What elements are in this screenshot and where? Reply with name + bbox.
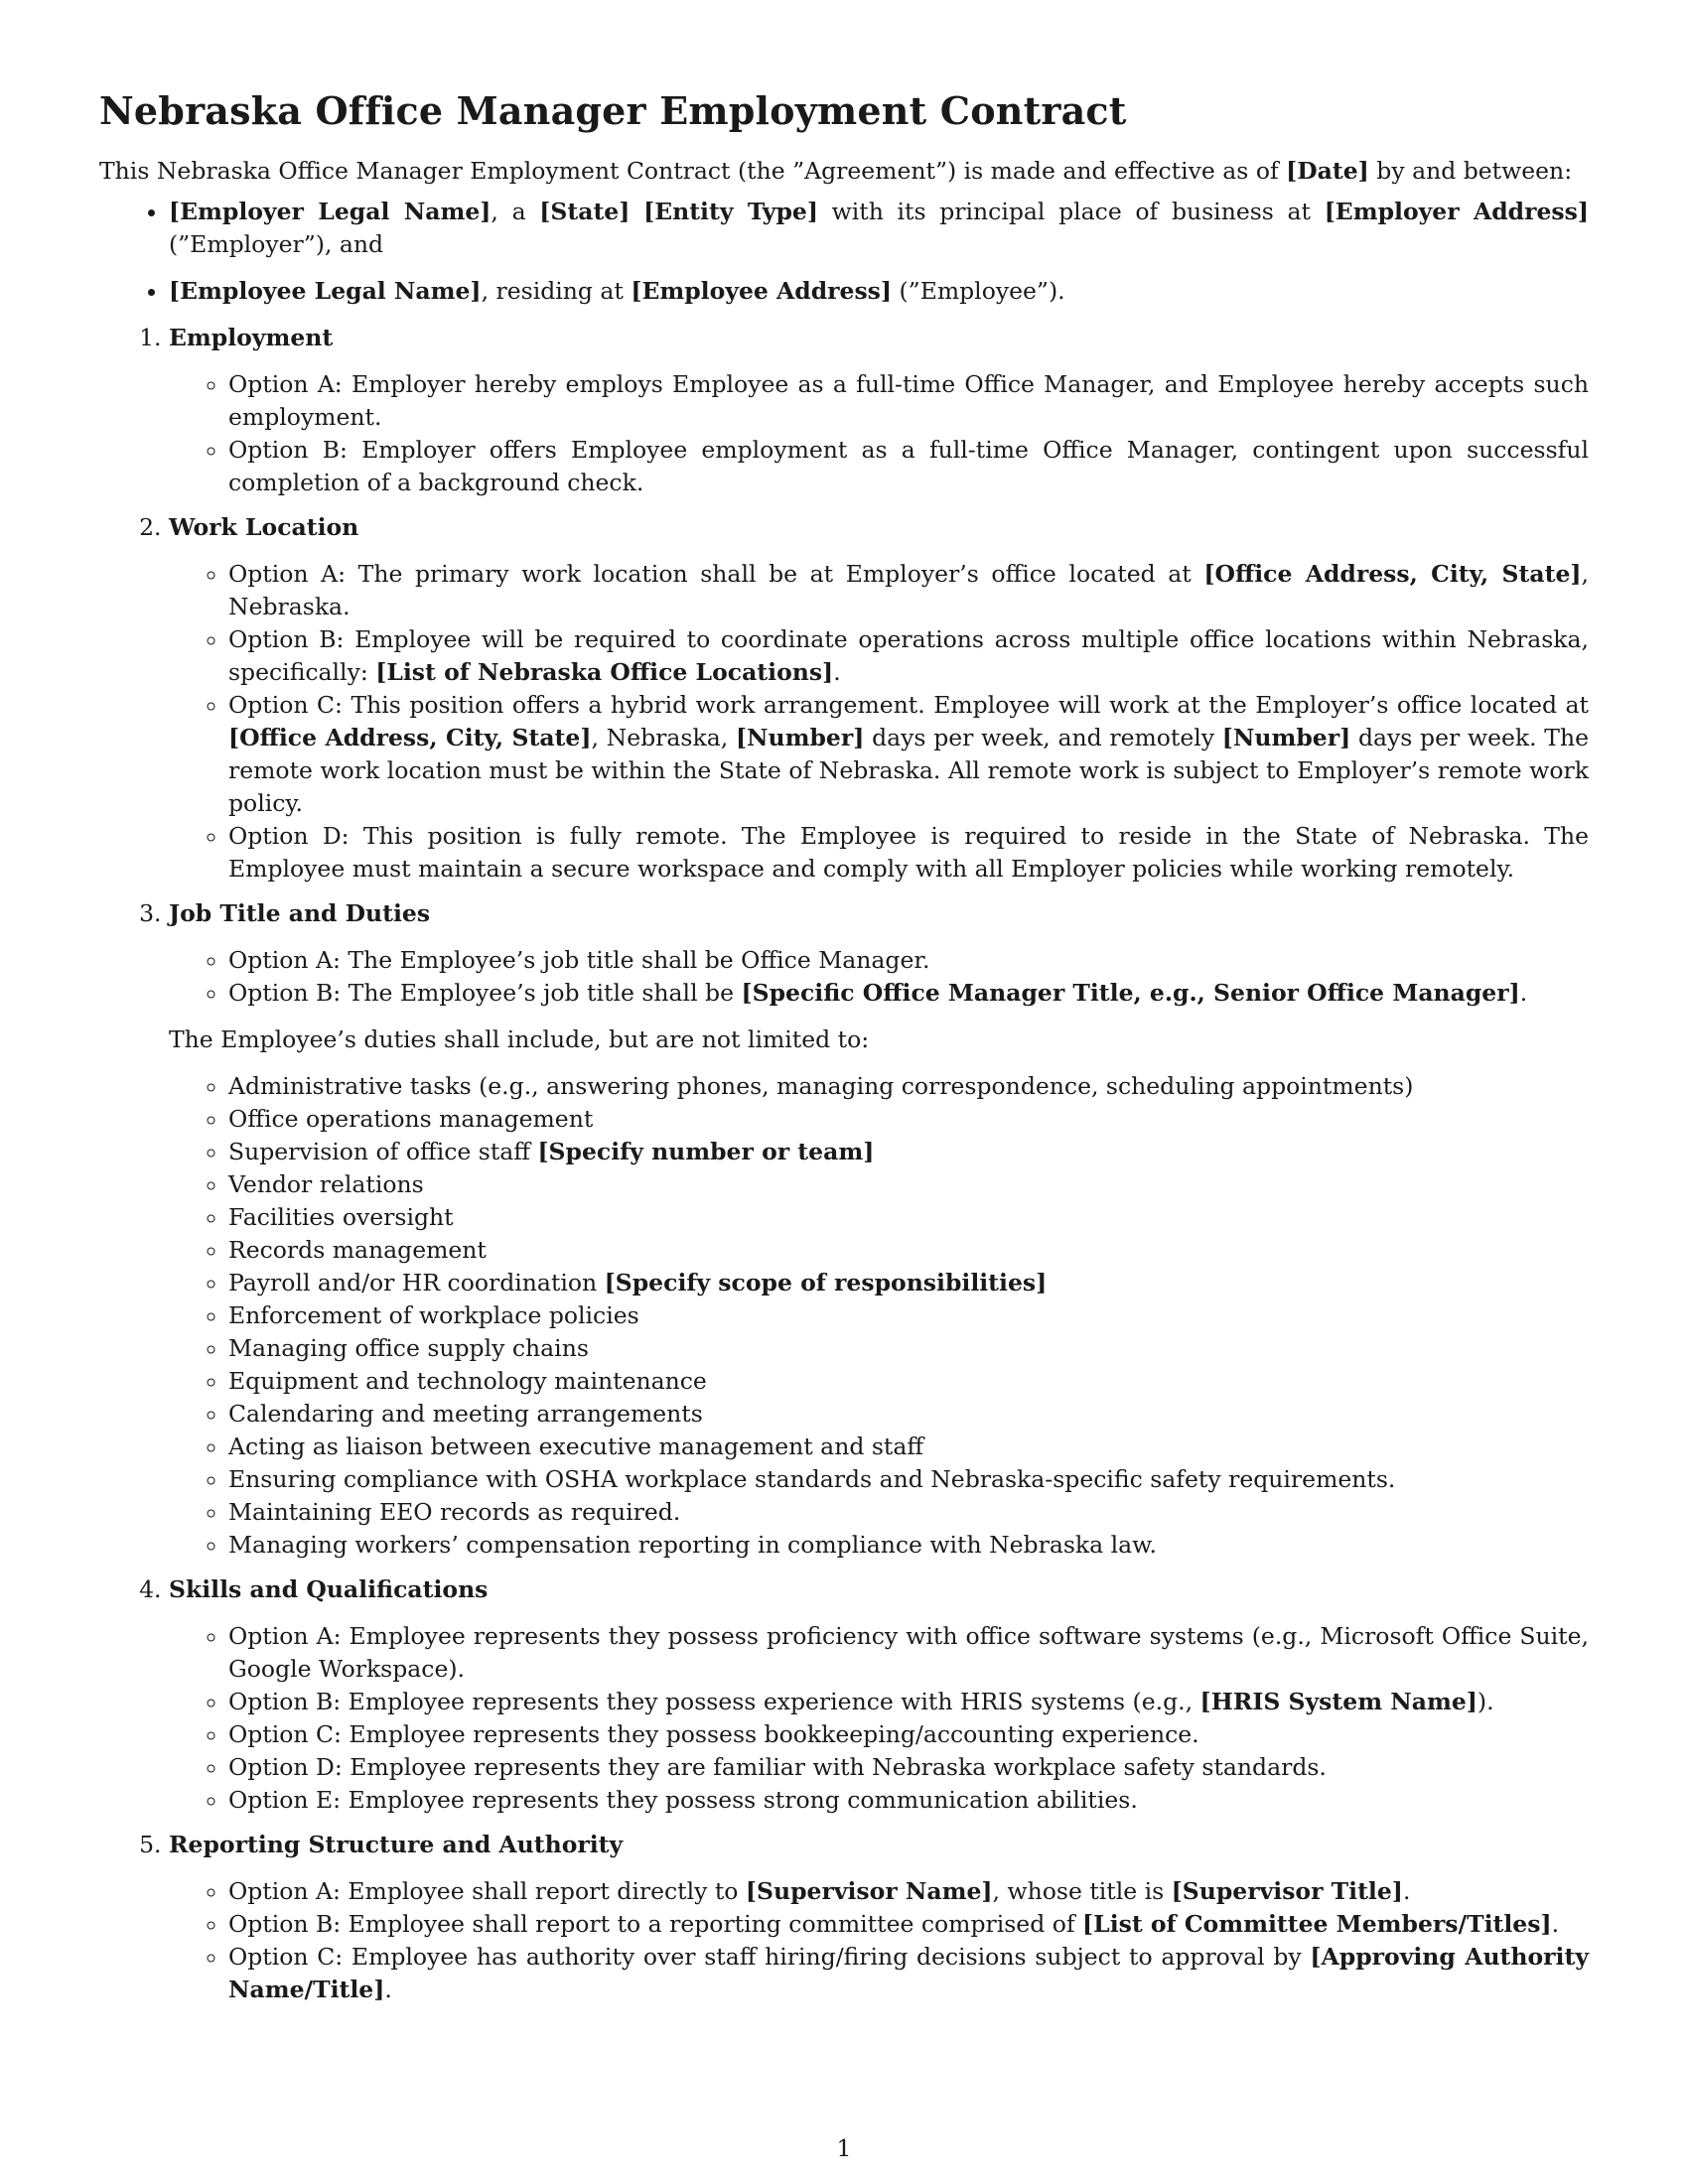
section-item bbox=[169, 1829, 1589, 2006]
placeholder-field: [HRIS System Name] bbox=[1199, 1688, 1477, 1715]
duty-item: ◦ Managing office supply chains bbox=[228, 1332, 1589, 1365]
duty-item: ◦ Facilities oversight bbox=[228, 1201, 1589, 1234]
section-title: 2. Work Location bbox=[169, 513, 359, 541]
option-item: ◦ Option A: Employer hereby employs Employee as a full-time Office Manager, and Employee hereby accepts such employment. bbox=[228, 368, 1589, 434]
option-item: ◦ Option A: The Employee’s job title shall be Office Manager. bbox=[228, 944, 1589, 977]
duty-item: ◦ Enforcement of workplace policies bbox=[228, 1299, 1589, 1332]
duty-item: ◦ Maintaining EEO records as required. bbox=[228, 1496, 1589, 1529]
option-item: ◦ Option E: Employee represents they possess strong communication abilities. bbox=[228, 1784, 1589, 1817]
option-item: ◦ Option A: The primary work location shall be at Employer’s office located at [Office Address, City, State], Nebraska. bbox=[228, 558, 1589, 623]
placeholder-field: [Supervisor Name] bbox=[745, 1877, 993, 1905]
option-item: ◦ Option B: The Employee’s job title shall be [Specific Office Manager Title, e.g., Senior Office Manager]. bbox=[228, 977, 1589, 1010]
placeholder-field: [Office Address, City, State] bbox=[1203, 560, 1582, 588]
intro-paragraph: This Nebraska Office Manager Employment Contract (the ”Agreement”) is made and effective as of [Date] by and between: bbox=[99, 157, 1573, 185]
duty-item: ◦ Vendor relations bbox=[228, 1168, 1589, 1201]
duty-item: ◦ Ensuring compliance with OSHA workplace standards and Nebraska-specific safety requirements. bbox=[228, 1463, 1589, 1496]
placeholder-field: [Number] bbox=[735, 724, 865, 751]
placeholder-field: [Employer Legal Name] bbox=[169, 198, 492, 225]
option-item-list bbox=[169, 558, 1589, 886]
placeholder-field: [Date] bbox=[1286, 157, 1369, 185]
option-item-list bbox=[169, 1875, 1589, 2006]
placeholder-field: [Office Address, City, State] bbox=[228, 724, 592, 751]
option-item: ◦ Option A: Employee shall report directly to [Supervisor Name], whose title is [Supervisor Title]. bbox=[228, 1875, 1589, 1908]
section-item bbox=[169, 1573, 1589, 1817]
document-title: Nebraska Office Manager Employment Contract bbox=[99, 88, 1127, 133]
duty-item: ◦ Managing workers’ compensation reporting in compliance with Nebraska law. bbox=[228, 1529, 1589, 1562]
duty-item: ◦ Administrative tasks (e.g., answering phones, managing correspondence, scheduling appointments) bbox=[228, 1070, 1589, 1103]
placeholder-field: [Specify scope of responsibilities] bbox=[604, 1269, 1048, 1297]
option-item: ◦ Option C: Employee represents they possess bookkeeping/accounting experience. bbox=[228, 1718, 1589, 1751]
placeholder-field: [Number] bbox=[1221, 724, 1351, 751]
document-page bbox=[99, 87, 1589, 2018]
duty-item: ◦ Records management bbox=[228, 1234, 1589, 1267]
placeholder-field: [Entity Type] bbox=[643, 198, 818, 225]
duty-item: ◦ Supervision of office staff [Specify number or team] bbox=[228, 1136, 1589, 1168]
option-item: ◦ Option B: Employee will be required to coordinate operations across multiple office locations within Nebraska, specifically: [List of Nebraska Office Locations]. bbox=[228, 623, 1589, 689]
option-item: ◦ Option D: Employee represents they are familiar with Nebraska workplace safety standards. bbox=[228, 1751, 1589, 1784]
placeholder-field: [List of Nebraska Office Locations] bbox=[375, 658, 834, 686]
option-item: ◦ Option C: Employee has authority over staff hiring/firing decisions subject to approval by [Approving Authority Name/Title]. bbox=[228, 1941, 1589, 2006]
placeholder-field: [Specify number or team] bbox=[537, 1138, 875, 1165]
duty-item: ◦ Equipment and technology maintenance bbox=[228, 1365, 1589, 1398]
duty-item: ◦ Calendaring and meeting arrangements bbox=[228, 1398, 1589, 1431]
option-item: ◦ Option B: Employer offers Employee employment as a full-time Office Manager, contingent upon successful completion of a background check. bbox=[228, 434, 1589, 499]
section-title: 5. Reporting Structure and Authority bbox=[169, 1831, 624, 1858]
placeholder-field: [Employer Address] bbox=[1324, 198, 1590, 225]
option-item: ◦ Option C: This position offers a hybrid work arrangement. Employee will work at the Employer’s office located at [Office Address, City, State], Nebraska, [Number] days per week, and remotely [Number] days per week. The remote work location must be within the State of Nebraska. All remote work is subject to Employer’s remote work policy. bbox=[228, 689, 1589, 820]
option-item: ◦ Option D: This position is fully remote. The Employee is required to reside in the State of Nebraska. The Employee must maintain a secure workspace and comply with all Employer policies while working remotely. bbox=[228, 820, 1589, 886]
placeholder-field: [Supervisor Title] bbox=[1171, 1877, 1403, 1905]
placeholder-field: [Approving Authority Name/Title] bbox=[228, 1943, 1589, 2003]
placeholder-field: [Employee Address] bbox=[631, 277, 893, 305]
duties-intro: The Employee’s duties shall include, but are not limited to: bbox=[169, 1025, 870, 1053]
duty-item: ◦ Payroll and/or HR coordination [Specify scope of responsibilities] bbox=[228, 1267, 1589, 1299]
section-title: 4. Skills and Qualifications bbox=[169, 1575, 489, 1603]
placeholder-field: [Employee Legal Name] bbox=[169, 277, 482, 305]
option-item: ◦ Option B: Employee shall report to a reporting committee comprised of [List of Committee Members/Titles]. bbox=[228, 1908, 1589, 1941]
option-item-list bbox=[169, 368, 1589, 499]
placeholder-field: [List of Committee Members/Titles] bbox=[1082, 1910, 1552, 1938]
duty-item: ◦ Office operations management bbox=[228, 1103, 1589, 1136]
section-item bbox=[169, 322, 1589, 499]
duty-item: ◦ Acting as liaison between executive management and staff bbox=[228, 1431, 1589, 1463]
sections-list bbox=[99, 322, 1589, 2006]
option-item: ◦ Option A: Employee represents they possess proficiency with office software systems (e.g., Microsoft Office Suite, Google Workspace). bbox=[228, 1620, 1589, 1686]
placeholder-field: [Specific Office Manager Title, e.g., Senior Office Manager] bbox=[741, 979, 1520, 1007]
option-item: ◦ Option B: Employee represents they possess experience with HRIS systems (e.g., [HRIS System Name]). bbox=[228, 1686, 1589, 1718]
section-item bbox=[169, 897, 1589, 1562]
option-item-list bbox=[169, 1620, 1589, 1817]
option-item-list bbox=[169, 944, 1589, 1010]
section-title: 3. Job Title and Duties bbox=[169, 899, 431, 927]
party-item: • [Employer Legal Name], a [State] [Entity Type] with its principal place of business at [Employer Address] (”Employer”), and bbox=[169, 196, 1589, 261]
section-title: 1. Employment bbox=[169, 324, 334, 351]
page-number: 1 bbox=[836, 2134, 852, 2162]
duty-item-list bbox=[169, 1070, 1589, 1562]
section-item bbox=[169, 511, 1589, 886]
placeholder-field: [State] bbox=[539, 198, 631, 225]
party-item: • [Employee Legal Name], residing at [Employee Address] (”Employee”). bbox=[169, 275, 1589, 308]
parties-list bbox=[99, 196, 1589, 308]
